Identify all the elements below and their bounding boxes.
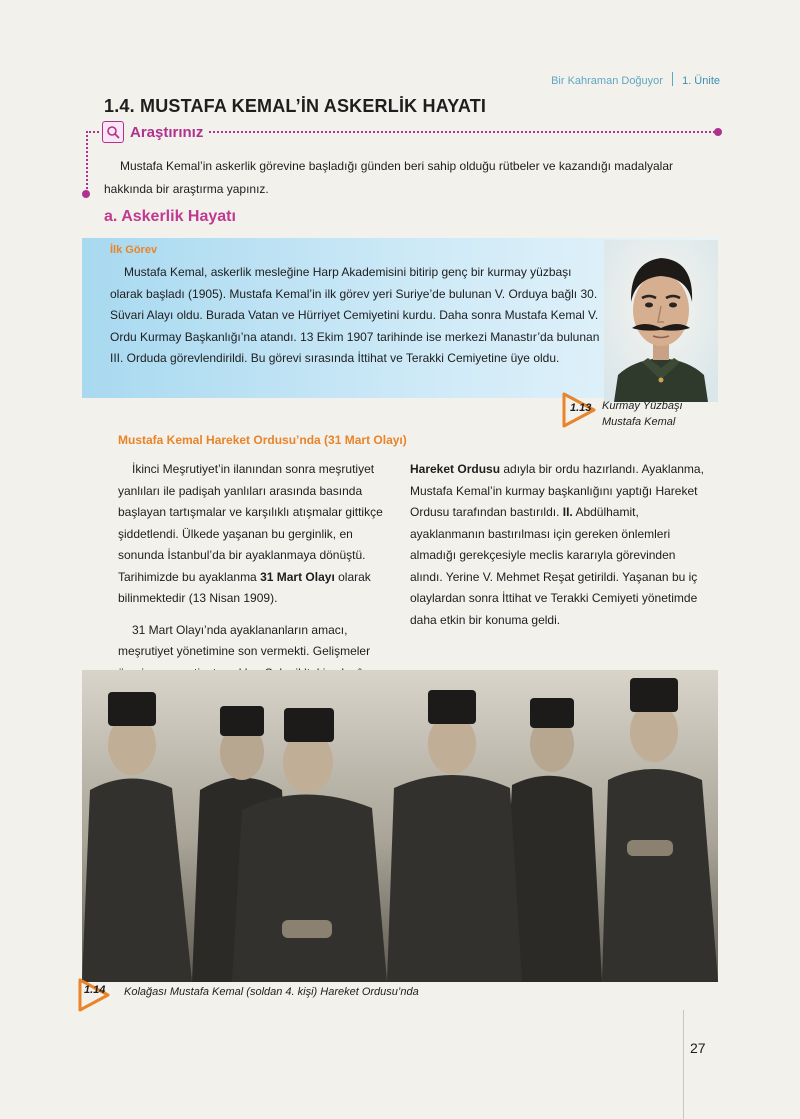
unit-label: 1. Ünite <box>682 75 720 87</box>
bold-term: II. <box>562 505 573 519</box>
paragraph <box>118 459 398 610</box>
figure-number: 1.14 <box>84 984 106 996</box>
group-photo-image <box>82 670 718 982</box>
running-header <box>480 72 720 94</box>
portrait-image <box>604 240 718 402</box>
page-number: 27 <box>690 1040 706 1056</box>
first-duty-text: Mustafa Kemal, askerlik mesleğine Harp Akademisini bitirip genç bir kurmay yüzbaşı olarak başladı (1905). Mustafa Kemal’in ilk görev yeri Suriye’de bulunan V. Orduya bağlı 30. Süvari Alayı oldu. Burada Vatan ve Hürriyet Cemiyetini kurdu. Daha sonra Mustafa Kemal V. Ordu Kurmay Başkanlığı’na atandı. 13 Ekim 1907 tarihinde ise merkezi Manastır’da bulunan III. Orduda görevlendirildi. Bu görevi sırasında İttihat ve Terakki Cemiyetine üye oldu. <box>110 265 600 365</box>
bold-term: 31 Mart Olayı <box>260 569 335 584</box>
text-span: 31 Mart Olayı’nda ayaklananların amacı, meşrutiyet yönetimine son vermekti. Gelişmeler <box>118 622 371 658</box>
figure-1-13-caption <box>560 390 710 430</box>
section-title: 1.4. MUSTAFA KEMAL’İN ASKERLİK HAYATI <box>104 96 487 116</box>
research-dot-icon <box>82 190 90 198</box>
text-span: İkinci Meşrutiyet’in ilanından sonra meşrutiyet yanlıları ile padişah yanlıları arasında basında başlayan tartışmalar ve karşılıklı atışmalar gittikçe şiddetlendi. Ülkede yaşanan bu gerginlik, en sonunda İstanbul’da bir ayaklanmaya dönüştü. Tarihimizde bu ayaklanma <box>118 462 383 584</box>
text-span: Abdülhamit, ayaklanmanın bastırılması için gereken önlemleri almadığı gerekçesiyle meclis kararıyla görevinden alındı. Yerine V. Mehmet Reşat getirildi. Yaşanan bu iç olaylardan sonra İttihat ve Terakki Cemiyeti yönetimde daha etkin bir konuma geldi. <box>410 505 698 627</box>
magnifier-icon <box>102 121 124 143</box>
page-number-divider <box>683 1010 684 1119</box>
figure-number: 1.13 <box>570 402 592 414</box>
research-border-left <box>86 131 88 193</box>
research-dot-icon <box>714 128 722 136</box>
header-divider <box>672 72 673 86</box>
research-text: Mustafa Kemal’in askerlik görevine başladığı günden beri sahip olduğu rütbeler ve kazandığı madalyalar hakkında bir araştırma yapınız. <box>104 159 673 196</box>
first-duty-heading: İlk Görev <box>110 244 158 256</box>
bold-term: Hareket Ordusu <box>410 462 501 476</box>
subsection-title: a. Askerlik Hayatı <box>104 208 236 225</box>
research-heading-text: Araştırınız <box>130 123 204 141</box>
text-span: olarak bilinmektedir (13 Nisan 1909). <box>118 569 371 605</box>
text-span: adıyla bir ordu hazırlandı. Ayaklanma, Mustafa Kemal’in kurmay başkanlığını yaptığı Hareket Ordusu tarafından bastırıldı. <box>410 462 704 519</box>
research-heading <box>100 121 209 143</box>
paragraph <box>410 459 710 631</box>
caption-line-2: Mustafa Kemal <box>602 416 676 428</box>
event-title: Mustafa Kemal Hareket Ordusu’nda (31 Mart Olayı) <box>118 433 407 447</box>
figure-caption: Kolağası Mustafa Kemal (soldan 4. kişi) Hareket Ordusu’nda <box>124 986 419 998</box>
book-title: Bir Kahraman Doğuyor <box>551 75 663 87</box>
caption-line-1: Kurmay Yüzbaşı <box>602 400 683 412</box>
figure-1-14-caption <box>82 982 582 1012</box>
right-column <box>410 459 710 641</box>
